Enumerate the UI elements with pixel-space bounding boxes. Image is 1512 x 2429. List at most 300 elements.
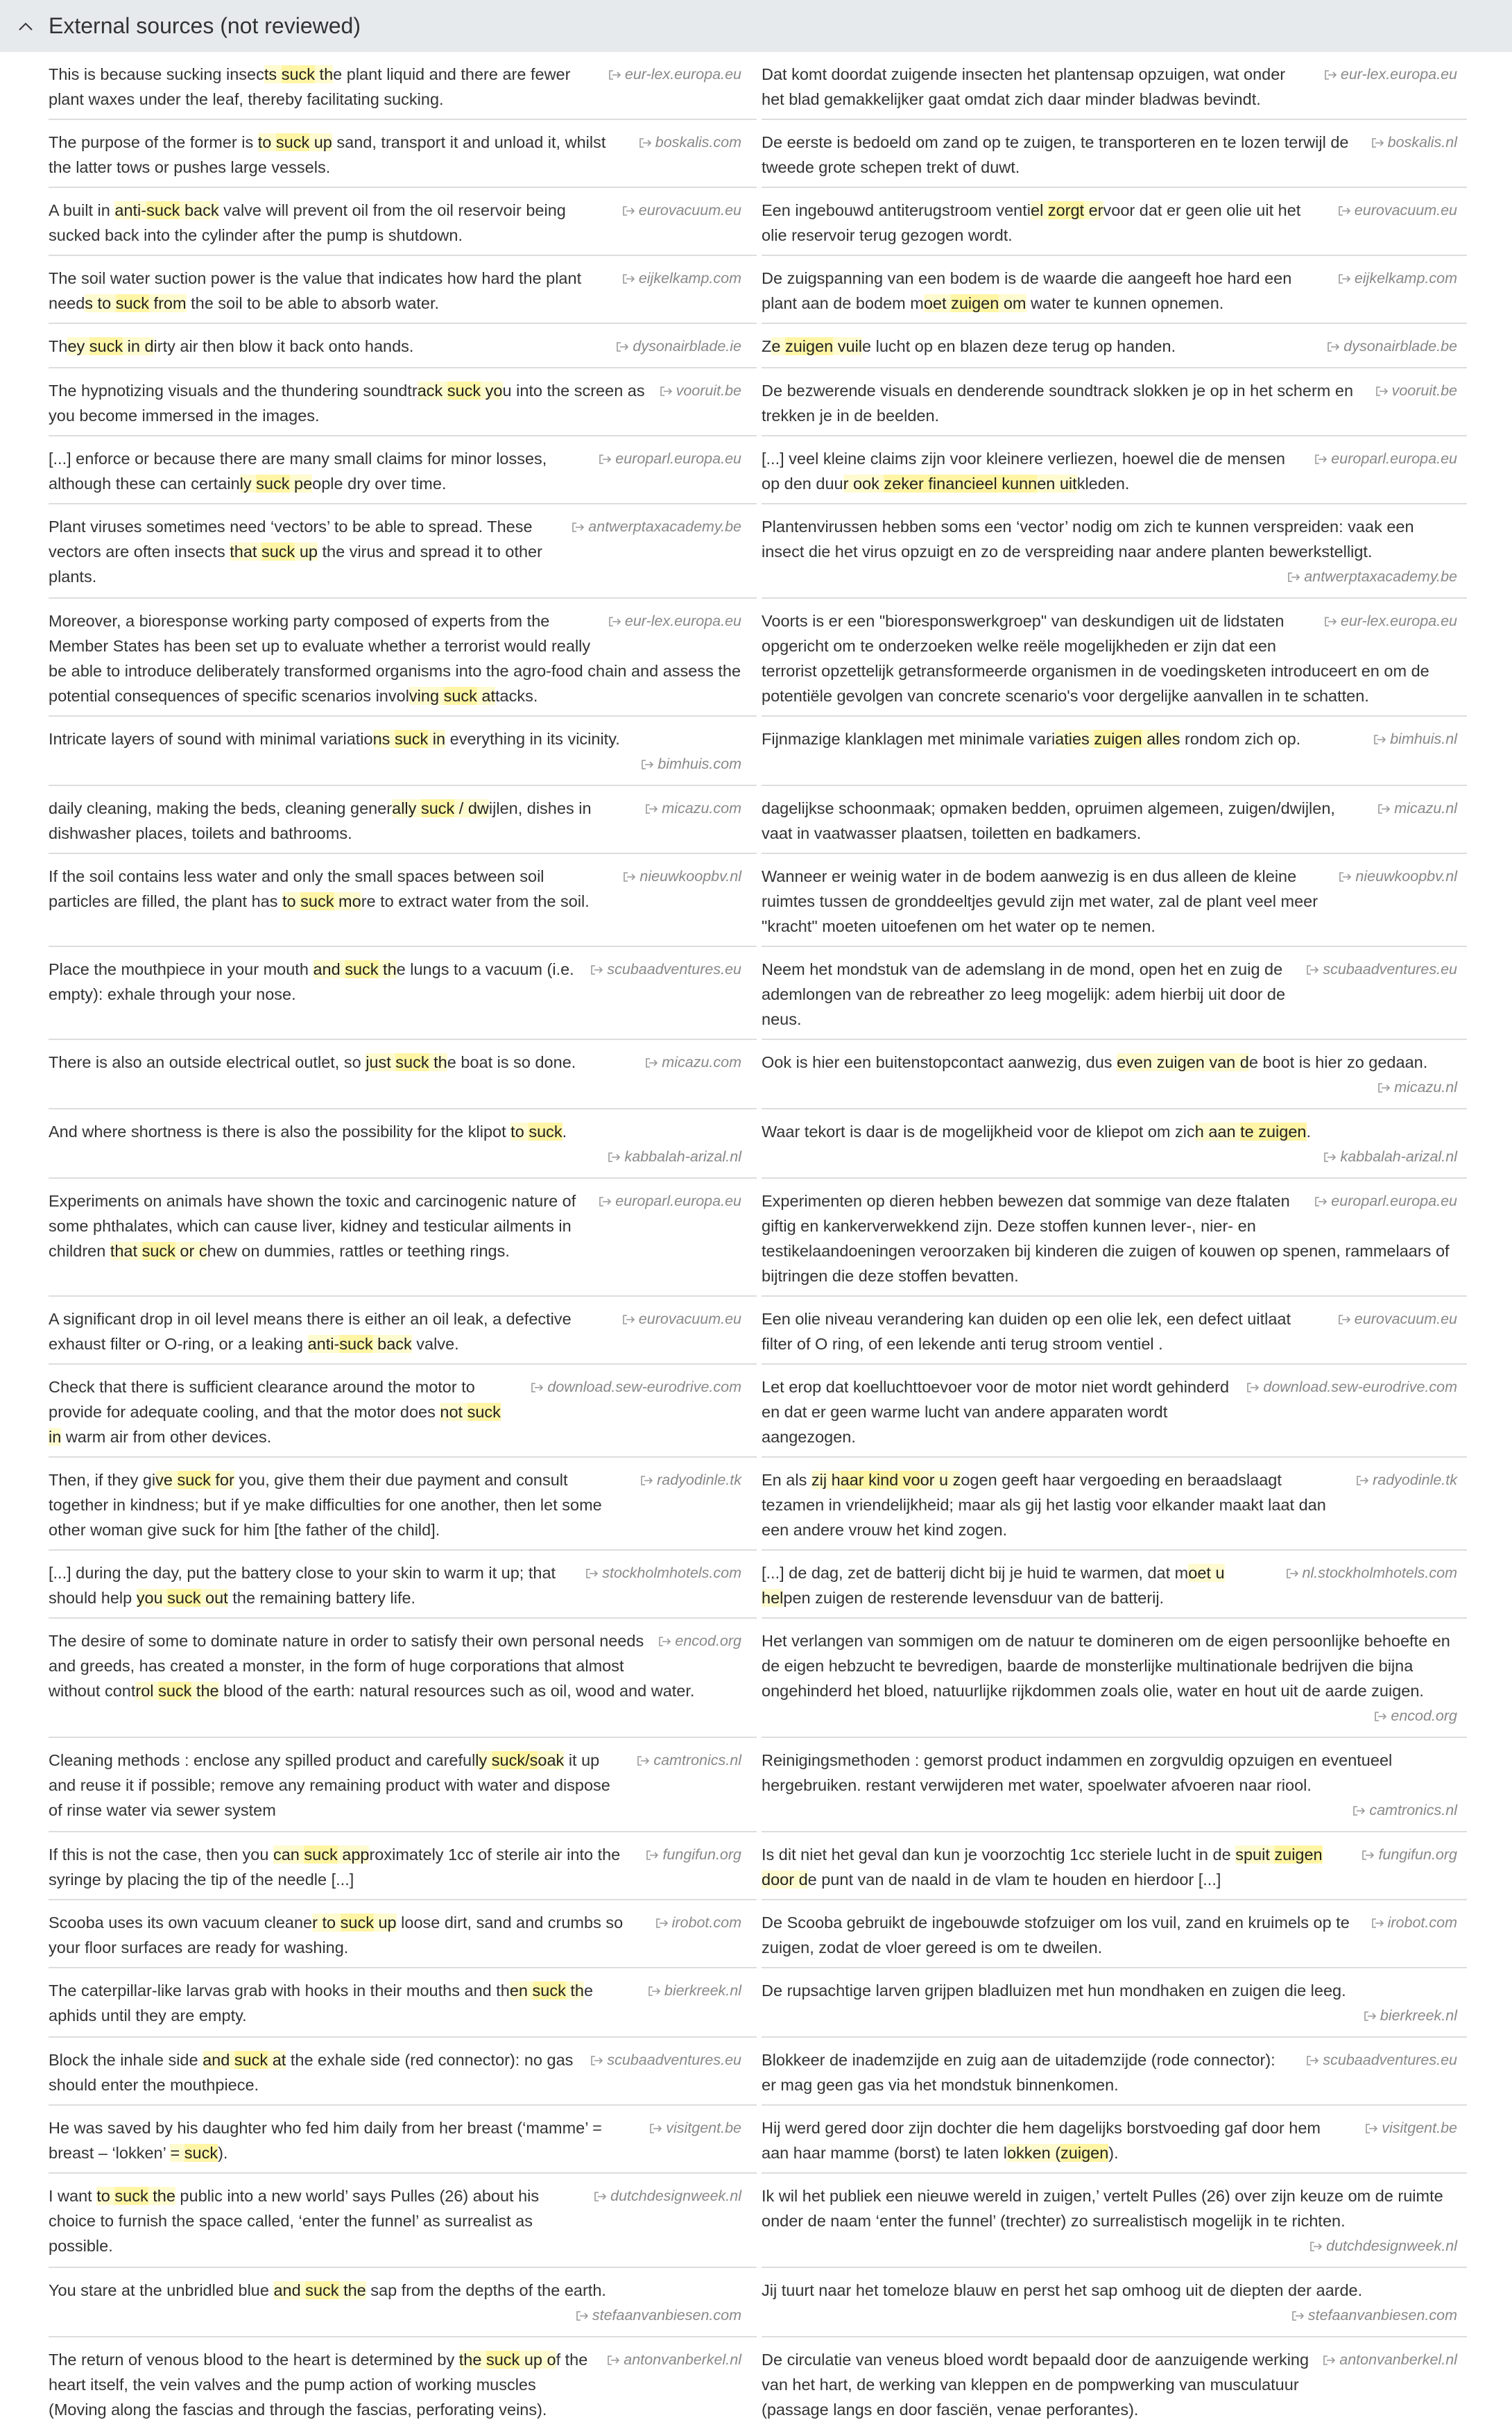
en-sentence — [49, 786, 757, 854]
external-link-icon — [1306, 2049, 1320, 2074]
sentence-text: Wanneer er weinig water in de bodem aanwezig is en dus alleen de kleine ruimtes tussen de gronddeeltjes gevuld zijn met water, zal de plant veel meer "kracht" moeten uitoefenen om het water op te nemen. — [762, 867, 1318, 935]
translation-pair-row — [0, 2268, 1512, 2337]
external-link-icon — [1287, 565, 1301, 590]
external-sources-header[interactable] — [0, 0, 1512, 52]
highlight-term: zuigen — [784, 337, 834, 355]
translation-pair-row — [0, 717, 1512, 786]
highlight-context: the — [338, 2281, 366, 2299]
highlight-term: suck/s — [491, 1751, 538, 1769]
source-link[interactable]: dysonairblade.be — [1327, 334, 1457, 360]
external-link-icon — [1373, 728, 1387, 753]
highlight-context: okken ( — [1006, 2144, 1061, 2162]
sentence-text: Scooba uses its own vacuum cleaner to suck up loose dirt, sand and crumbs so your floor surfaces are ready for washing. — [49, 1914, 624, 1957]
external-link-icon — [646, 1843, 660, 1868]
sentence-text: Let erop dat koelluchttoevoer voor de motor niet wordt gehinderd en dat er geen warme lucht van andere apparaten wordt aangezogen. — [762, 1378, 1230, 1446]
nl-sentence — [762, 504, 1467, 599]
sentence-text: Ik wil het publiek een nieuwe wereld in zuigen,’ vertelt Pulles (26) over zijn keuze om de ruimte onder de naam ‘enter the funnel’ (trechter) zo surrealistisch mogelijk in te richten. — [762, 2187, 1443, 2230]
highlight-context: er — [1084, 201, 1103, 219]
source-link[interactable]: fungifun.org — [1361, 1842, 1457, 1868]
highlight-context: the — [148, 2187, 175, 2205]
source-link[interactable]: encod.org — [775, 1703, 1457, 1730]
source-link[interactable]: radyodinle.tk — [640, 1467, 741, 1494]
nl-sentence — [762, 1832, 1467, 1900]
external-link-icon — [1338, 199, 1352, 224]
highlight-term: suck — [345, 960, 379, 978]
source-link[interactable]: eur-lex.europa.eu — [608, 608, 741, 635]
highlight-context: ve — [155, 1471, 178, 1489]
en-sentence — [49, 2174, 757, 2268]
external-link-icon — [1371, 1911, 1385, 1936]
nl-sentence — [762, 599, 1467, 717]
highlight-term: suck — [89, 337, 123, 355]
nl-sentence — [762, 1738, 1467, 1832]
source-link[interactable]: europarl.europa.eu — [1314, 446, 1457, 472]
source-link[interactable]: eurovacuum.eu — [622, 1306, 741, 1333]
sentence-text: A built in anti-suck back valve will prevent oil from the oil reservoir being sucked back into the cylinder after the pump is shutdown. — [49, 201, 566, 244]
sentence-text: The caterpillar-like larvas grab with hooks in their mouths and then suck the aphids until they are empty. — [49, 1981, 594, 2025]
source-link[interactable]: eijkelkamp.com — [622, 266, 741, 292]
external-link-icon — [599, 448, 612, 472]
translation-pair-row — [0, 1297, 1512, 1365]
source-link[interactable]: stockholmhotels.com — [585, 1560, 741, 1587]
nl-sentence — [762, 786, 1467, 854]
translation-pair-row — [0, 1832, 1512, 1900]
external-link-icon — [1323, 2349, 1337, 2373]
source-link[interactable]: micazu.nl — [1377, 796, 1457, 822]
external-link-icon — [1339, 865, 1352, 890]
highlight-term: suck — [234, 2051, 268, 2069]
translation-pair-row — [0, 2106, 1512, 2174]
external-link-icon — [1352, 1799, 1366, 1824]
sentence-text: Moreover, a bioresponse working party composed of experts from the Member States has been set up to evaluate whether a terrorist would really be able to introduce deliberately transformed organisms into the agro-food chain and assess the potential consequences of specific scenarios involving suck attacks. — [49, 612, 741, 705]
external-link-icon — [639, 131, 653, 156]
highlight-context: from — [149, 294, 187, 312]
highlight-context: up — [373, 1914, 397, 1932]
source-link[interactable]: vooruit.be — [660, 378, 741, 404]
external-link-icon — [641, 753, 655, 778]
sentence-text: The desire of some to dominate nature in order to satisfy their own personal needs and greeds, has created a monster, in the form of huge corporations that almost without control suck the blood of the earth: natural resources such as oil, wood and water. — [49, 1632, 695, 1700]
source-link[interactable]: europarl.europa.eu — [1314, 1188, 1457, 1215]
sentence-text: Cleaning methods : enclose any spilled product and carefully suck/soak it up and reuse it if possible; remove any remaining product with water and dispose of rinse water via sewer system — [49, 1751, 610, 1819]
source-link[interactable]: stefaanvanbiesen.com — [775, 2303, 1457, 2329]
source-link[interactable]: stefaanvanbiesen.com — [62, 2303, 741, 2329]
highlight-term: suck — [339, 1335, 373, 1353]
highlight-term: suck — [529, 1123, 562, 1141]
translation-pair-row — [0, 52, 1512, 120]
sentence-text: Plant viruses sometimes need ‘vectors’ to be able to spread. These vectors are often insects that suck up the virus and spread it to other plants. — [49, 518, 542, 586]
nl-sentence — [762, 436, 1467, 504]
external-link-icon — [645, 797, 659, 822]
source-link[interactable]: micazu.nl — [775, 1075, 1457, 1101]
highlight-term: zeker financieel kunn — [884, 475, 1038, 493]
en-sentence — [49, 1297, 757, 1365]
external-link-icon — [622, 1308, 636, 1333]
highlight-context: = — [170, 2144, 184, 2162]
external-link-icon — [1291, 2304, 1305, 2329]
highlight-context: el — [1031, 201, 1048, 219]
sentence-text: Neem het mondstuk van de ademslang in de mond, open het en zuig de ademlongen van de rebreather zo leeg mogelijk: adem hierbij uit door de neus. — [762, 960, 1286, 1028]
sentence-text: I want to suck the public into a new world’ says Pulles (26) about his choice to furnish the space called, ‘enter the funnel’ as surrealist as possible. — [49, 2187, 540, 2255]
highlight-context: up — [295, 543, 318, 561]
nl-sentence — [762, 1040, 1467, 1109]
external-link-icon — [622, 199, 636, 224]
external-link-icon — [608, 63, 622, 88]
external-link-icon — [607, 2349, 621, 2373]
highlight-context: r ook — [843, 475, 884, 493]
translation-pair-row — [0, 947, 1512, 1040]
highlight-term: zuigen — [1274, 1846, 1323, 1864]
sentence-text: Ze zuigen vuile lucht op en blazen deze terug op handen. — [762, 337, 1176, 355]
source-link[interactable]: dysonairblade.ie — [616, 334, 741, 360]
en-sentence — [49, 1040, 757, 1109]
highlight-context: up o — [519, 2351, 556, 2369]
highlight-term: suck — [443, 687, 477, 705]
external-link-icon — [1324, 63, 1338, 88]
source-link[interactable]: europarl.europa.eu — [599, 446, 741, 472]
source-link[interactable]: irobot.com — [655, 1910, 741, 1936]
source-link[interactable]: dutchdesignweek.nl — [775, 2233, 1457, 2260]
nl-sentence — [762, 1365, 1467, 1458]
nl-sentence — [762, 2337, 1467, 2429]
nl-sentence — [762, 1297, 1467, 1365]
source-link[interactable]: eurovacuum.eu — [622, 198, 741, 224]
highlight-context: oet u hel — [762, 1564, 1225, 1607]
sentence-text: Dat komt doordat zuigende insecten het plantensap opzuigen, wat onder het blad gemakkelijker gaat omdat zich daar minder bladwas bevindt. — [762, 65, 1286, 108]
highlight-term: suck — [467, 1403, 501, 1421]
translation-pair-row — [0, 256, 1512, 324]
source-link[interactable]: camtronics.nl — [637, 1748, 741, 1774]
external-link-icon — [1377, 1076, 1391, 1101]
highlight-term: suck — [486, 2351, 520, 2369]
highlight-context: to — [257, 133, 276, 151]
highlight-context: out — [200, 1589, 228, 1607]
en-sentence — [49, 256, 757, 324]
sentence-text: They suck in dirty air then blow it back onto hands. — [49, 337, 414, 355]
sentence-text: En als zij haar kind voor u zogen geeft haar vergoeding en beraadslaagt tezamen in vriendelijkheid; maar als gij het lastig voor elkander maakt laat dan een andere vrouw het kind zogen. — [762, 1471, 1326, 1539]
highlight-context: th — [378, 960, 397, 978]
highlight-term: zuigen — [1060, 2144, 1109, 2162]
external-link-icon — [599, 1190, 612, 1215]
external-link-icon — [660, 380, 673, 404]
sentence-text: [...] during the day, put the battery close to your skin to warm it up; that should help you suck out the remaining battery life. — [49, 1564, 556, 1607]
source-link[interactable]: scubaadventures.eu — [590, 2047, 741, 2074]
highlight-context: yo — [481, 382, 503, 400]
highlight-context: not — [440, 1403, 467, 1421]
sentence-text: If this is not the case, then you can suck approximately 1cc of sterile air into the syringe by placing the tip of the needle [...] — [49, 1846, 621, 1889]
translation-pair-row — [0, 786, 1512, 854]
sentence-text: daily cleaning, making the beds, cleaning generally suck / dwijlen, dishes in dishwasher places, toilets and bathrooms. — [49, 799, 592, 842]
external-link-icon — [640, 1469, 654, 1494]
highlight-term: suck — [532, 1981, 566, 2000]
nl-sentence — [762, 1179, 1467, 1297]
highlight-term: suck — [447, 382, 481, 400]
external-link-icon — [1306, 958, 1320, 983]
source-link[interactable]: download.sew-eurodrive.com — [531, 1374, 741, 1401]
highlight-context: that — [230, 543, 261, 561]
external-link-icon — [585, 1562, 599, 1587]
en-sentence — [49, 1900, 757, 1968]
highlight-context: the — [191, 1682, 219, 1700]
highlight-context: and — [273, 2281, 306, 2299]
highlight-context: oak — [538, 1751, 565, 1769]
highlight-term: suck — [275, 133, 310, 151]
source-link[interactable]: bierkreek.nl — [648, 1978, 741, 2004]
sentence-text: Experimenten op dieren hebben bewezen dat sommige van deze ftalaten giftig en kankerverwekkend zijn. Deze stoffen kunnen lever-, nier- en testikelaandoeningen veroorzaken bij kinderen die zuigen of kouwen op spenen, rammelaars of bijtringen die deze stoffen bevatten. — [762, 1192, 1450, 1285]
translation-pair-row — [0, 1365, 1512, 1458]
source-link[interactable]: eurovacuum.eu — [1338, 198, 1457, 224]
en-sentence — [49, 717, 757, 786]
source-link[interactable]: fungifun.org — [646, 1842, 741, 1868]
section-title: External sources (not reviewed) — [49, 13, 361, 38]
external-link-icon — [1314, 448, 1328, 472]
highlight-term: aar kind vo — [840, 1471, 920, 1489]
highlight-context: e — [771, 337, 785, 355]
en-sentence — [49, 2337, 757, 2429]
highlight-term: suck — [184, 2144, 218, 2162]
en-sentence — [49, 1179, 757, 1297]
external-link-icon — [594, 2185, 608, 2210]
sentence-text: The return of venous blood to the heart is determined by the suck up of the heart itself, the vein valves and the pump action of working muscles (Moving along the fascias and through the fascias, perforating veins). — [49, 2351, 588, 2419]
external-link-icon — [1314, 1190, 1328, 1215]
source-link[interactable]: bimhuis.com — [62, 751, 741, 778]
source-link[interactable]: antonvanberkel.nl — [607, 2347, 741, 2373]
sentence-text: Reinigingsmethoden : gemorst product indammen en zorgvuldig opzuigen en eventueel hergebruiken. restant verwijderen met water, spoelwater afvoeren naar riool. — [762, 1751, 1393, 1794]
external-link-icon — [1324, 610, 1338, 635]
sentence-text: Een ingebouwd antiterugstroom ventiel zorgt ervoor dat er geen olie uit het olie reservoir terug gezogen wordt. — [762, 201, 1301, 244]
highlight-context: en — [509, 1981, 533, 2000]
source-link[interactable]: eijkelkamp.com — [1338, 266, 1457, 292]
source-link[interactable]: download.sew-eurodrive.com — [1246, 1374, 1457, 1401]
translation-pair-row — [0, 2174, 1512, 2268]
translation-pair-row — [0, 324, 1512, 368]
translation-pair-row — [0, 504, 1512, 599]
highlight-term: suck — [305, 2281, 339, 2299]
source-link[interactable]: nieuwkoopbv.nl — [623, 864, 741, 890]
sentence-text: Check that there is sufficient clearance around the motor to provide for adequate cooling, and that the motor does not suck in warm air from other devices. — [49, 1378, 501, 1446]
highlight-context: door d — [762, 1870, 808, 1889]
highlight-context: pe — [289, 475, 313, 493]
highlight-context: ack — [417, 382, 447, 400]
nl-sentence — [762, 256, 1467, 324]
sentence-text: De bezwerende visuals en denderende soundtrack slokken je op in het scherm en trekken je in de beelden. — [762, 382, 1354, 425]
highlight-context: to — [282, 892, 301, 910]
sentence-text: Plantenvirussen hebben soms een ‘vector’ nodig om zich te kunnen verspreiden: vaak een insect die het virus opzuigt en zo de verspreiding naar andere planten bewerkstelligt. — [762, 518, 1414, 561]
highlight-context: th — [429, 1053, 447, 1071]
source-link[interactable]: visitgent.be — [1365, 2115, 1457, 2142]
external-link-icon — [1338, 267, 1352, 292]
chevron-up-icon[interactable] — [15, 16, 36, 37]
en-sentence — [49, 947, 757, 1040]
highlight-context: and — [203, 2051, 234, 2069]
highlight-context: or c — [175, 1242, 207, 1260]
highlight-term: suck — [394, 730, 429, 748]
highlight-context: anti- — [114, 201, 147, 219]
external-link-icon — [572, 515, 585, 540]
en-sentence — [49, 2268, 757, 2337]
translation-pair-row — [0, 1179, 1512, 1297]
source-link[interactable]: encod.org — [658, 1628, 741, 1655]
sentence-text: The soil water suction power is the value that indicates how hard the plant needs to suck from the soil to be able to absorb water. — [49, 269, 582, 312]
external-link-icon — [622, 267, 636, 292]
highlight-context: the — [458, 2351, 486, 2369]
nl-sentence — [762, 1968, 1467, 2038]
highlight-context: or u z — [920, 1471, 961, 1489]
source-link[interactable]: visitgent.be — [649, 2115, 741, 2142]
highlight-context: s to — [85, 294, 116, 312]
highlight-term: suck — [114, 2187, 148, 2205]
external-link-icon — [1309, 2235, 1323, 2260]
highlight-term: suck — [340, 1914, 374, 1932]
en-sentence — [49, 52, 757, 120]
en-sentence — [49, 1365, 757, 1458]
highlight-context: can — [273, 1846, 304, 1864]
highlight-context: at — [476, 687, 496, 705]
source-link[interactable]: micazu.com — [645, 1050, 741, 1076]
highlight-term: suck — [177, 1471, 211, 1489]
nl-sentence — [762, 120, 1467, 188]
en-sentence — [49, 120, 757, 188]
sentence-text: Fijnmazige klanklagen met minimale variaties zuigen alles rondom zich op. — [762, 730, 1301, 748]
highlight-context: zij h — [811, 1471, 841, 1489]
en-sentence — [49, 436, 757, 504]
source-link[interactable]: boskalis.nl — [1371, 130, 1457, 156]
highlight-context: ly — [475, 1751, 492, 1769]
source-link[interactable]: micazu.com — [645, 796, 741, 822]
highlight-context: at — [268, 2051, 286, 2069]
highlight-context: even zuigen van d — [1117, 1053, 1249, 1071]
sentence-text: If the soil contains less water and only the small spaces between soil particles are filled, the plant has to suck more to extract water from the soil. — [49, 867, 590, 910]
external-link-icon — [1371, 131, 1385, 156]
external-link-icon — [1246, 1376, 1260, 1401]
highlight-context: om — [999, 294, 1026, 312]
external-link-icon — [649, 2117, 663, 2142]
external-link-icon — [623, 865, 637, 890]
en-sentence — [49, 188, 757, 256]
source-link[interactable]: eurovacuum.eu — [1338, 1306, 1457, 1333]
external-link-icon — [658, 1630, 672, 1655]
highlight-context: th — [315, 65, 334, 83]
sentence-text: Block the inhale side and suck at the exhale side (red connector): no gas should enter the mouthpiece. — [49, 2051, 574, 2094]
nl-sentence — [762, 52, 1467, 120]
nl-sentence — [762, 2174, 1467, 2268]
highlight-context: spuit — [1235, 1846, 1275, 1864]
source-link[interactable]: vooruit.be — [1375, 378, 1457, 404]
highlight-term: zorgt — [1047, 201, 1085, 219]
highlight-context: for — [210, 1471, 234, 1489]
sentence-text: Voorts is er een "bioresponswerkgroep" van deskundigen uit de lidstaten opgericht om te onderzoeken welke reële mogelijkheden er zijn dat een terrorist opzettelijk getransformeerde organismen in de voedingsketen introduceert en om de potentiële gevolgen van concrete scenario's voor dergelijke aanvallen in te schatten. — [762, 612, 1429, 705]
highlight-context: alles — [1142, 730, 1180, 748]
highlight-context: mo — [334, 892, 361, 910]
highlight-context: just — [366, 1053, 396, 1071]
en-sentence — [49, 1968, 757, 2038]
sentence-text: De eerste is bedoeld om zand op te zuigen, te transporteren en te lozen terwijl de tweede grote schepen trekt of duwt. — [762, 133, 1349, 176]
nl-sentence — [762, 188, 1467, 256]
highlight-term: suck — [115, 294, 150, 312]
source-link[interactable]: nieuwkoopbv.nl — [1339, 864, 1457, 890]
source-link[interactable]: radyodinle.tk — [1356, 1467, 1457, 1494]
source-link[interactable]: nl.stockholmhotels.com — [1286, 1560, 1457, 1587]
translation-pair-row — [0, 1738, 1512, 1832]
highlight-context: ally — [392, 799, 421, 817]
source-link[interactable]: eur-lex.europa.eu — [608, 62, 741, 88]
translation-pair-row — [0, 1900, 1512, 1968]
sentence-text: [...] de dag, zet de batterij dicht bij je huid te warmen, dat moet u helpen zuigen de resterende levensduur van de batterij. — [762, 1564, 1225, 1607]
source-link[interactable]: irobot.com — [1371, 1910, 1457, 1936]
source-link[interactable]: europarl.europa.eu — [599, 1188, 741, 1215]
nl-sentence — [762, 2038, 1467, 2106]
source-link[interactable]: antonvanberkel.nl — [1323, 2347, 1457, 2373]
translation-pair-row — [0, 1551, 1512, 1619]
sentence-text: Experiments on animals have shown the toxic and carcinogenic nature of some phthalates, which can cause liver, kidney and testicular ailments in children that suck or chew on dummies, rattles or teething rings. — [49, 1192, 576, 1260]
external-link-icon — [1365, 2117, 1379, 2142]
highlight-context: that — [110, 1242, 142, 1260]
translation-pair-row — [0, 1109, 1512, 1179]
source-link[interactable]: kabbalah-arizal.nl — [775, 1144, 1457, 1170]
translation-pair-row — [0, 1619, 1512, 1738]
highlight-term: suck — [167, 1589, 201, 1607]
sentence-text: De circulatie van veneus bloed wordt bepaald door de aanzuigende werking van het hart, de werking van kleppen en de pompwerking van musculatuur (passage langs en door fasciën, venae perforantes). — [762, 2351, 1309, 2419]
source-link[interactable]: scubaadventures.eu — [1306, 2047, 1457, 2074]
highlight-context: oet — [923, 294, 952, 312]
nl-sentence — [762, 1619, 1467, 1738]
external-link-icon — [645, 1051, 659, 1076]
sentence-text: Then, if they give suck for you, give them their due payment and consult together in kindness; but if ye make difficulties for one another, then let some other woman give suck for him [the father of the child]. — [49, 1471, 602, 1539]
source-link[interactable]: bierkreek.nl — [775, 2003, 1457, 2029]
nl-sentence — [762, 947, 1467, 1040]
source-link[interactable]: camtronics.nl — [775, 1798, 1457, 1824]
external-link-icon — [1338, 1308, 1352, 1333]
source-link[interactable]: kabbalah-arizal.nl — [62, 1144, 741, 1170]
source-link[interactable]: bimhuis.nl — [1373, 726, 1457, 753]
source-link[interactable]: eur-lex.europa.eu — [1324, 62, 1457, 88]
source-link[interactable]: dutchdesignweek.nl — [594, 2183, 741, 2210]
translation-pair-row — [0, 1040, 1512, 1109]
source-link[interactable]: eur-lex.europa.eu — [1324, 608, 1457, 635]
highlight-context: / dw — [454, 799, 489, 817]
highlight-context: in d — [123, 337, 154, 355]
en-sentence — [49, 504, 757, 599]
translation-pair-row — [0, 188, 1512, 256]
nl-sentence — [762, 324, 1467, 368]
source-link[interactable]: boskalis.com — [639, 130, 741, 156]
nl-sentence — [762, 717, 1467, 786]
highlight-context: h aan — [1194, 1123, 1241, 1141]
sentence-text: This is because sucking insects suck the plant liquid and there are fewer plant waxes under the leaf, thereby facilitating sucking. — [49, 65, 571, 108]
source-link[interactable]: antwerptaxacademy.be — [775, 564, 1457, 590]
nl-sentence — [762, 368, 1467, 436]
highlight-context: rol — [135, 1682, 159, 1700]
highlight-context: ly — [239, 475, 257, 493]
highlight-term: zuigen — [951, 294, 999, 312]
translation-pair-row — [0, 368, 1512, 436]
source-link[interactable]: antwerptaxacademy.be — [572, 514, 741, 540]
sentence-text: There is also an outside electrical outlet, so just suck the boat is so done. — [49, 1053, 576, 1071]
nl-sentence — [762, 1551, 1467, 1619]
source-link[interactable]: scubaadventures.eu — [1306, 957, 1457, 983]
external-link-icon — [648, 1979, 662, 2004]
highlight-context: back — [180, 201, 219, 219]
en-sentence — [49, 1738, 757, 1832]
sentence-text: De Scooba gebruikt de ingebouwde stofzuiger om los vuil, zand en kruimels op te zuigen, zodat de vloer gereed is om te dweilen. — [762, 1914, 1350, 1957]
sentence-text: And where shortness is there is also the possibility for the klipot to suck. — [49, 1123, 567, 1141]
external-link-icon — [637, 1749, 651, 1774]
external-link-icon — [1374, 1705, 1388, 1730]
en-sentence — [49, 1551, 757, 1619]
en-sentence — [49, 1109, 757, 1179]
highlight-term: suck — [420, 799, 455, 817]
external-link-icon — [1286, 1562, 1300, 1587]
source-link[interactable]: scubaadventures.eu — [590, 957, 741, 983]
